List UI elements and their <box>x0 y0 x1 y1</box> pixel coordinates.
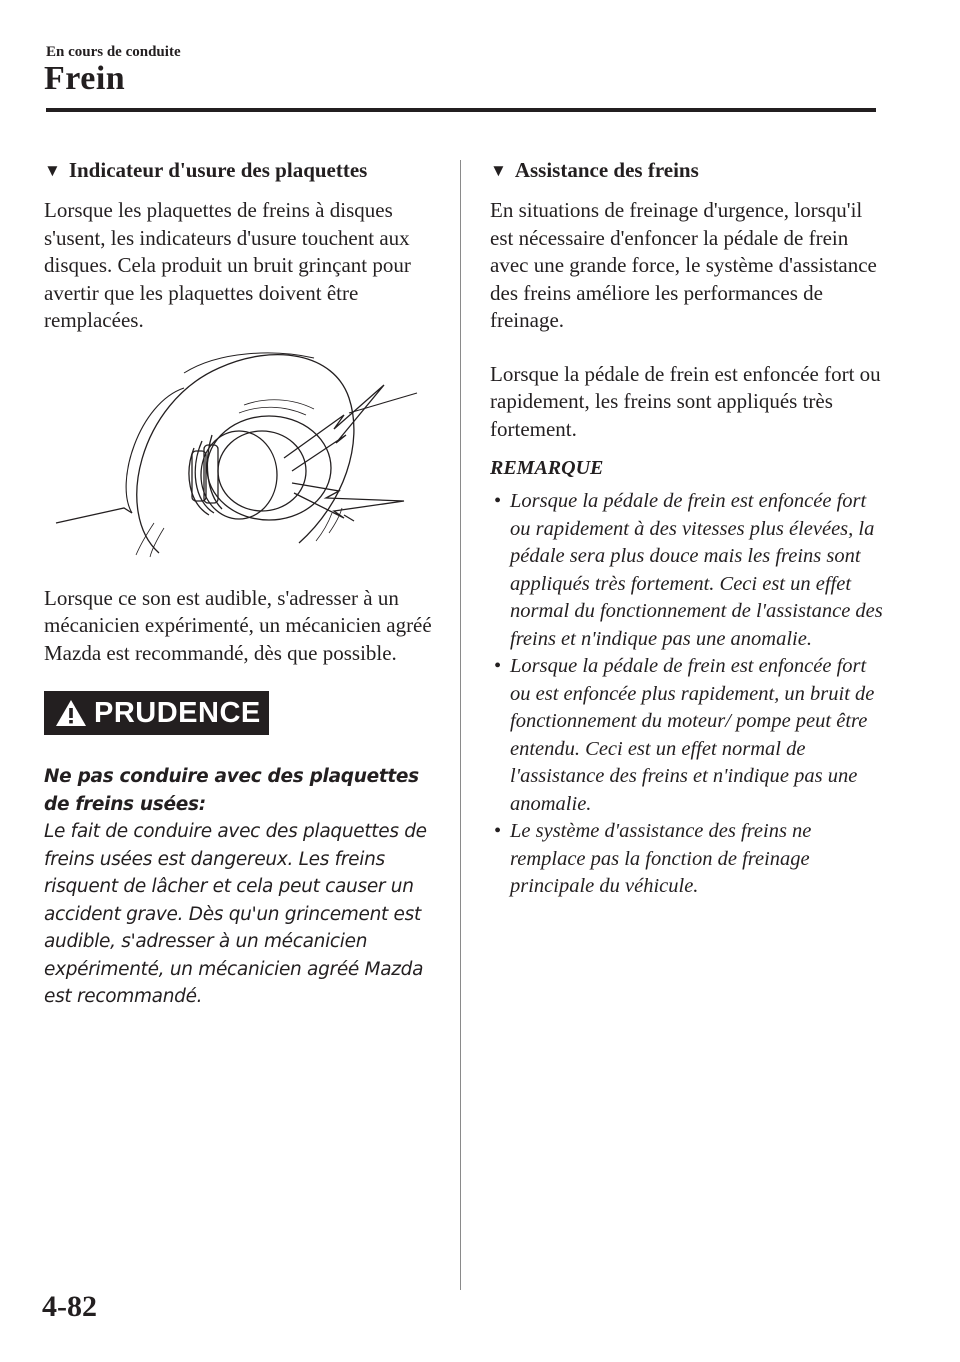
warning-triangle-icon <box>54 698 88 728</box>
header-rule <box>46 108 876 112</box>
note-text: Lorsque la pédale de frein est enfoncée fort ou rapidement à des vitesses plus élevées, la pédale sera plus douce mais les freins sont appliqués très fortement. Ceci est un effet normal du fonctionnement de l'assistance des freins et n'indique pas une anomalie. <box>510 490 883 650</box>
caution-label: PRUDENCE <box>94 696 261 729</box>
column-divider <box>460 160 461 1290</box>
brake-assist-paragraph: En situations de freinage d'urgence, lorsqu'il est nécessaire d'enfoncer la pédale de frein avec une grande force, le système d'assistance des freins améliore les performances de freinage. <box>490 198 877 332</box>
brake-assist-paragraph-2: Lorsque la pédale de frein est enfoncée fort ou rapidement, les freins sont appliqués très fortement. <box>490 361 881 441</box>
triangle-marker-icon: ▼ <box>490 160 507 180</box>
wear-indicator-heading <box>44 158 438 183</box>
list-item <box>490 488 890 653</box>
chapter-title: Frein <box>44 60 126 97</box>
bullet-icon: • <box>494 490 502 512</box>
wear-indicator-paragraph: Lorsque les plaquettes de freins à disques s'usent, les indicateurs d'usure touchent aux disques. Cela produit un bruit grinçant pour avertir que les plaquettes doivent être remplacées. <box>44 198 411 332</box>
note-list <box>490 488 890 901</box>
page-number: 4-82 <box>42 1290 97 1323</box>
caution-title: Ne pas conduire avec des plaquettes de freins usées: <box>44 766 419 815</box>
brake-disc-illustration <box>44 343 438 573</box>
left-column <box>44 158 438 1011</box>
section-label: En cours de conduite <box>46 44 181 60</box>
caution-body: Le fait de conduire avec des plaquettes de freins usées est dangereux. Les freins risquent de lâcher et cela peut causer un accident grave. Dès qu'un grincement est audible, s'adresser à un mécanicien expérimenté, un mécanicien agréé Mazda est recommandé. <box>44 821 427 1007</box>
brake-assist-heading <box>490 158 890 183</box>
bullet-icon: • <box>494 655 502 677</box>
brake-assist-heading-text: Assistance des freins <box>514 158 699 182</box>
list-item <box>490 653 890 818</box>
note-text: Lorsque la pédale de frein est enfoncée fort ou est enfoncée plus rapidement, un bruit de fonctionnement du moteur/ pompe peut être entendu. Ceci est un effet normal de l'assistance des freins et n'indique pas une anomalie. <box>510 655 875 815</box>
bullet-icon: • <box>494 820 502 842</box>
note-text: Le système d'assistance des freins ne remplace pas la fonction de freinage principale du véhicule. <box>510 820 812 897</box>
mechanic-advice-paragraph: Lorsque ce son est audible, s'adresser à un mécanicien expérimenté, un mécanicien agréé Mazda est recommandé, dès que possible. <box>44 585 432 665</box>
note-label: REMARQUE <box>490 457 604 479</box>
wear-indicator-heading-text: Indicateur d'usure des plaquettes <box>68 158 368 182</box>
list-item <box>490 818 890 901</box>
caution-badge <box>44 691 269 735</box>
triangle-marker-icon: ▼ <box>44 160 61 180</box>
right-column <box>490 158 890 901</box>
